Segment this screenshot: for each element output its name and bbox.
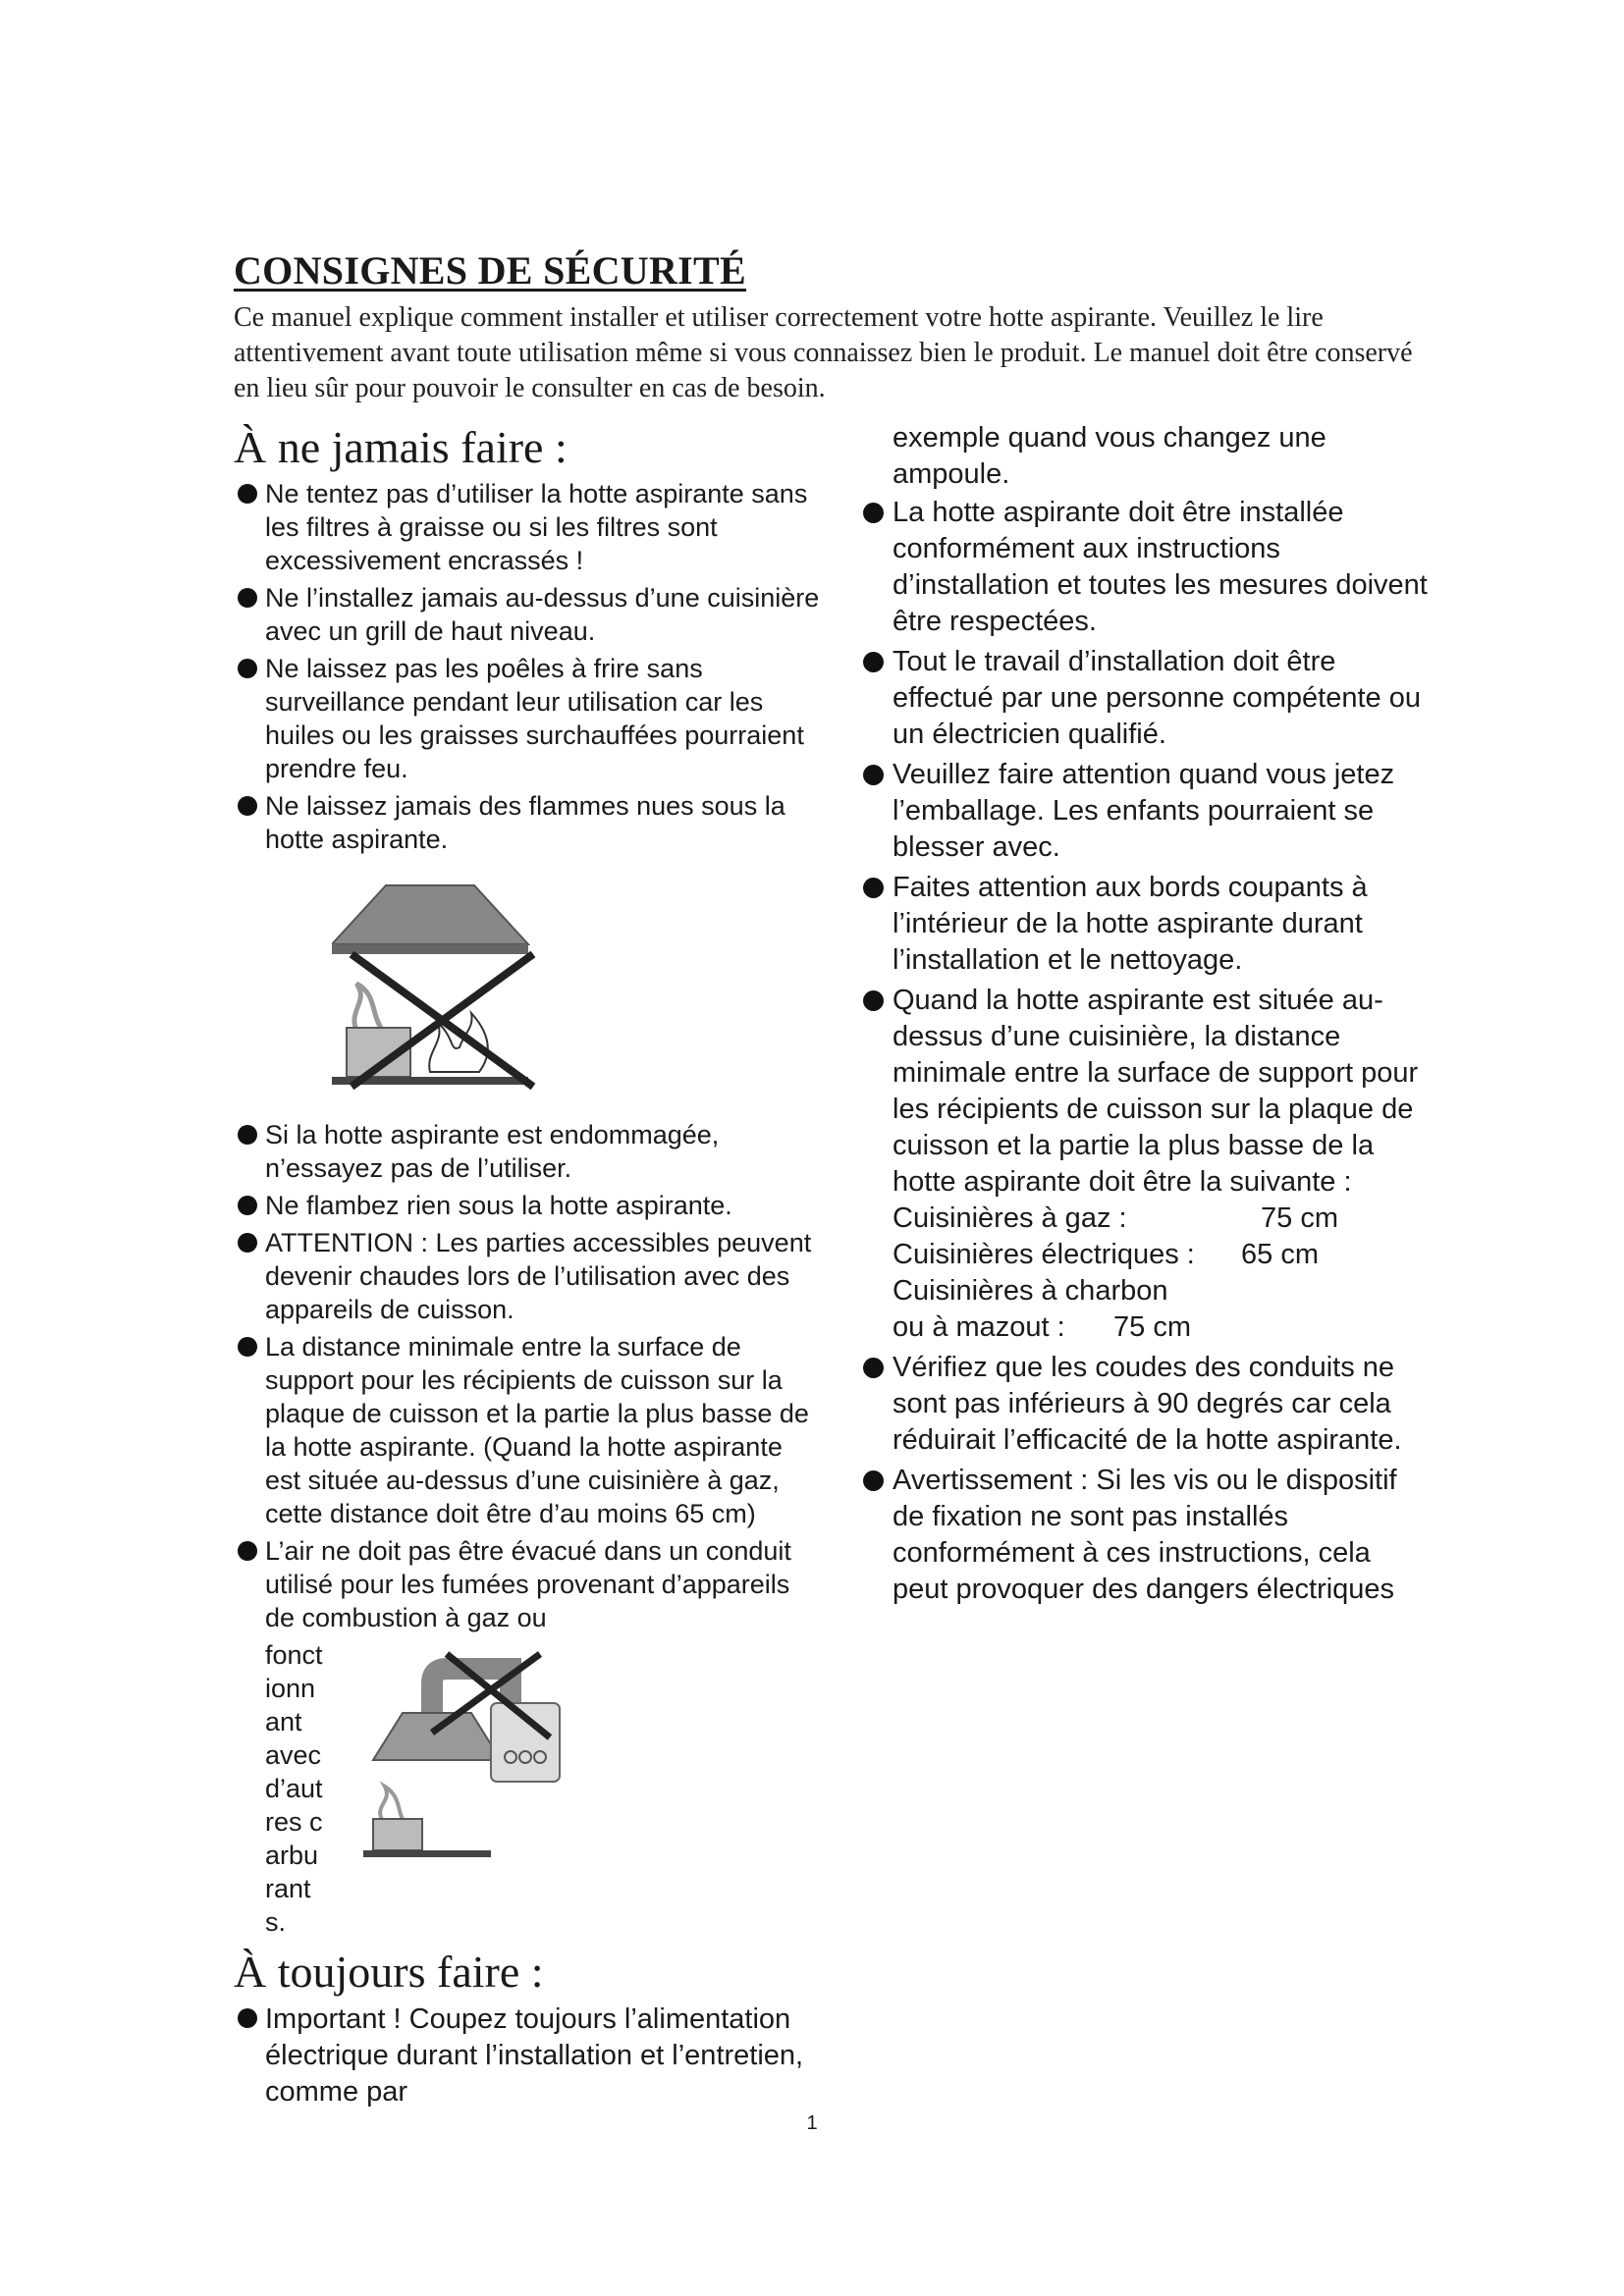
bullet-icon	[238, 1233, 257, 1253]
bullet-icon	[238, 1196, 257, 1215]
bullet-icon	[863, 503, 884, 523]
list-item: Veuillez faire attention quand vous jetez l’emballage. Les enfants pourraient se blesser avec.	[859, 757, 1429, 866]
bullet-icon	[238, 1337, 257, 1357]
bullet-icon	[863, 878, 884, 898]
bullet-icon	[238, 1541, 257, 1561]
bullet-icon	[863, 990, 884, 1011]
page-title: CONSIGNES DE SÉCURITÉ	[234, 248, 747, 293]
list-item: Ne laissez pas les poêles à frire sans surveillance pendant leur utilisation car les huiles ou les graisses surchauffées pourraient prendre feu.	[234, 652, 823, 785]
bullet-icon	[238, 659, 257, 678]
bullet-icon	[238, 796, 257, 816]
steam-icon	[380, 1787, 403, 1821]
list-item: Ne l’installez jamais au-dessus d’une cuisinière avec un grill de haut niveau.	[234, 581, 823, 648]
always-heading: À toujours faire :	[234, 1947, 544, 1997]
bullet-icon	[238, 2008, 257, 2028]
bullet-icon	[863, 652, 884, 672]
list-item: La hotte aspirante doit être installée conformément aux instructions d’installation et toutes les mesures doivent être respectées.	[859, 495, 1429, 640]
no-flames-illustration	[332, 876, 607, 1092]
air-item-with-figure	[234, 1638, 823, 1939]
list-item: Quand la hotte aspirante est située au-dessus d’une cuisinière, la distance minimale entre la surface de support pour les récipients de cuisson sur la plaque de cuisson et la partie la plus basse de la hotte aspirante doit être la suivante : Cuisinières à gaz : 75 cm Cuisinières électriques : 65 cm Cuisinières à charbon ou à mazout : 75 cm	[859, 983, 1429, 1346]
bullet-icon	[238, 1125, 257, 1145]
list-item: La distance minimale entre la surface de support pour les récipients de cuisson sur la plaque de cuisson et la partie la plus basse de la hotte aspirante. (Quand la hotte aspirante est située au-dessus d’une cuisinière à gaz, cette distance doit être d’au moins 65 cm)	[234, 1330, 823, 1530]
never-heading: À ne jamais faire :	[234, 422, 568, 472]
list-item: Ne tentez pas d’utiliser la hotte aspirante sans les filtres à graisse ou si les filtres sont excessivement encrassés !	[234, 477, 823, 577]
list-item: ATTENTION : Les parties accessibles peuvent devenir chaudes lors de l’utilisation avec des appareils de cuisson.	[234, 1226, 823, 1326]
list-item: Faites attention aux bords coupants à l’intérieur de la hotte aspirante durant l’installation et le nettoyage.	[859, 870, 1429, 979]
distance-electric: Cuisinières électriques : 65 cm	[893, 1239, 1319, 1270]
left-column	[234, 420, 823, 2114]
list-item: Important ! Coupez toujours l’alimentation électrique durant l’installation et l’entretien, comme par	[234, 2002, 823, 2110]
page-number: 1	[806, 2112, 818, 2134]
distance-charbon-line: Cuisinières à charbon	[893, 1275, 1168, 1307]
hood-icon	[373, 1713, 501, 1760]
hood-icon	[332, 885, 528, 944]
continuation-text: exemple quand vous changez une ampoule.	[893, 422, 1326, 490]
no-combustion-duct-illustration	[363, 1644, 619, 1860]
bullet-icon	[863, 1358, 884, 1378]
bullet-icon	[238, 588, 257, 608]
right-column	[859, 420, 1429, 1612]
air-item-continuation: fonctionnant avec d’autres carburants.	[265, 1640, 323, 1937]
bullet-icon	[863, 765, 884, 785]
pot-icon	[373, 1819, 422, 1850]
list-item: Tout le travail d’installation doit être effectué par une personne compétente ou un électricien qualifié.	[859, 644, 1429, 753]
list-item: Avertissement : Si les vis ou le dispositif de fixation ne sont pas installés conformément à ces instructions, cela peut provoquer des dangers électriques	[859, 1463, 1429, 1608]
list-item: Vérifiez que les coudes des conduits ne sont pas inférieurs à 90 degrés car cela réduirait l’efficacité de la hotte aspirante.	[859, 1350, 1429, 1459]
bullet-icon	[238, 484, 257, 504]
list-item: Si la hotte aspirante est endommagée, n’essayez pas de l’utiliser.	[234, 1118, 823, 1185]
list-item: L’air ne doit pas être évacué dans un conduit utilisé pour les fumées provenant d’appareils de combustion à gaz ou	[234, 1534, 823, 1634]
distance-gas: Cuisinières à gaz : 75 cm	[893, 1202, 1338, 1234]
list-item: Ne laissez jamais des flammes nues sous la hotte aspirante.	[234, 789, 823, 856]
intro-paragraph: Ce manuel explique comment installer et utiliser correctement votre hotte aspirante. Veuillez le lire attentivement avant toute utilisation même si vous connaissez bien le produit. Le manuel doit être conservé en lieu sûr pour pouvoir le consulter en cas de besoin.	[234, 302, 1413, 403]
list-item: Ne flambez rien sous la hotte aspirante.	[234, 1189, 823, 1222]
bullet-icon	[863, 1470, 884, 1491]
distance-charbon: ou à mazout : 75 cm	[893, 1311, 1191, 1343]
